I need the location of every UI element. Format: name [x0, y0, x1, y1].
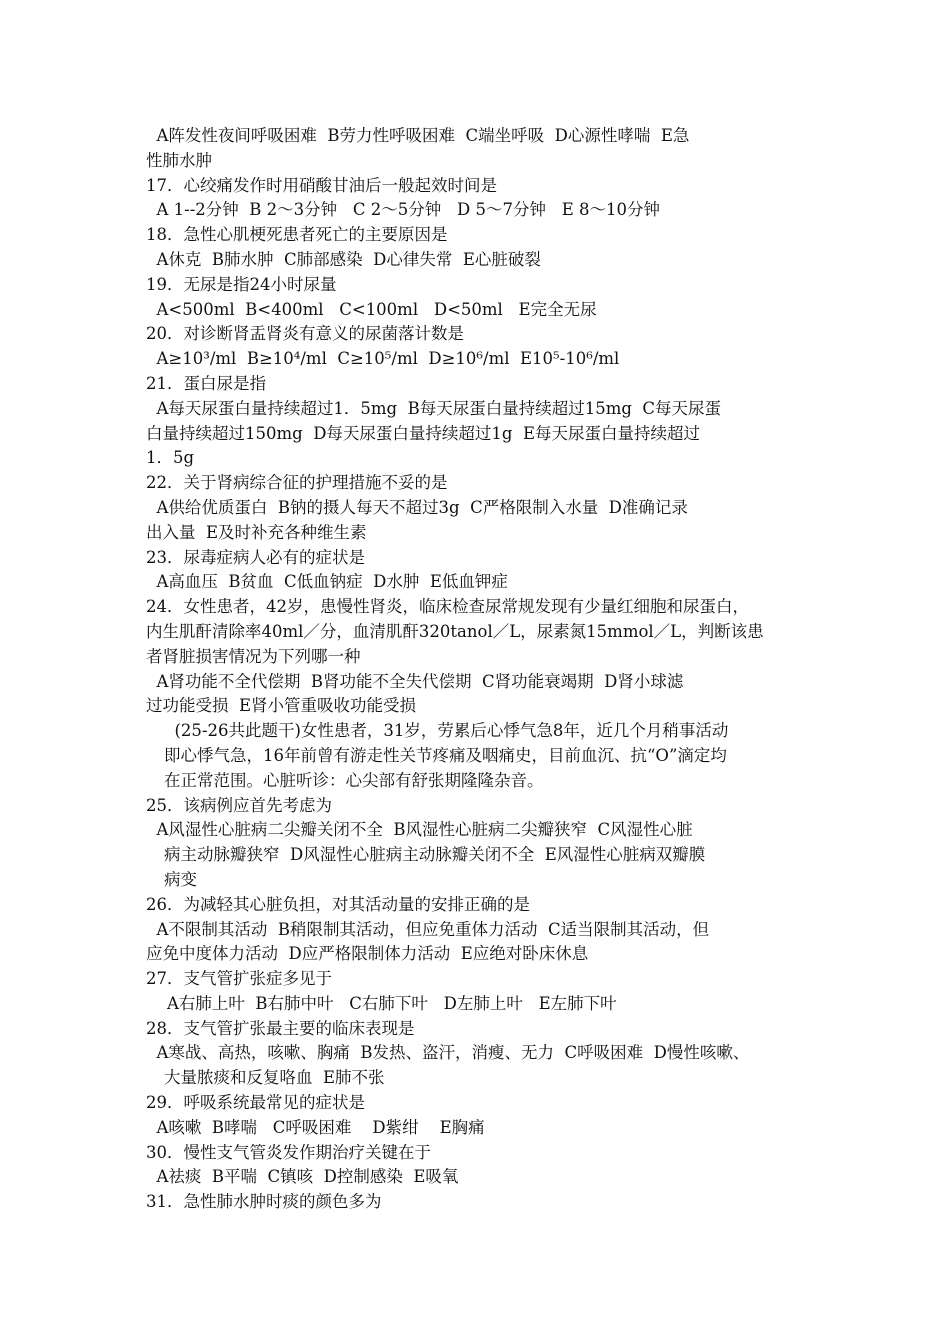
text-line: 19．无尿是指24小时尿量 — [146, 274, 337, 294]
text-line: 1．5g — [146, 448, 195, 468]
text-line: 白量持续超过150mg D每天尿蛋白量持续超过1g E每天尿蛋白量持续超过 — [146, 423, 701, 443]
text-line: 内生肌酐清除率40ml／分，血清肌酐320tanol／L，尿素氮15mmol／L，判断该患 — [146, 621, 764, 641]
text-line: 31．急性肺水肿时痰的颜色多为 — [146, 1192, 382, 1212]
text-line: A不限制其活动 B稍限制其活动，但应免重体力活动 C适当限制其活动，但 — [146, 919, 710, 939]
text-line: 者肾脏损害情况为下列哪一种 — [146, 646, 361, 666]
text-line: (25-26共此题干)女性患者，31岁，劳累后心悸气急8年，近几个月稍事活动 — [164, 721, 729, 741]
text-line: A咳嗽 B哮喘 C呼吸困难 D紫绀 E胸痛 — [146, 1117, 485, 1137]
text-line: 21．蛋白尿是指 — [146, 373, 266, 393]
text-line: 出入量 E及时补充各种维生素 — [146, 522, 367, 542]
text-line: A 1--2分钟 B 2～3分钟 C 2～5分钟 D 5～7分钟 E 8～10分钟 — [146, 200, 660, 220]
text-line: 应免中度体力活动 D应严格限制体力活动 E应绝对卧床休息 — [146, 944, 589, 964]
text-line: 在正常范围。心脏听诊：心尖部有舒张期隆隆杂音。 — [164, 770, 544, 790]
text-line: A风湿性心脏病二尖瓣关闭不全 B风湿性心脏病二尖瓣狭窄 C风湿性心脏 — [146, 820, 693, 840]
text-line: 20．对诊断肾盂肾炎有意义的尿菌落计数是 — [146, 324, 464, 344]
text-line: 26．为减轻其心脏负担，对其活动量的安排正确的是 — [146, 894, 530, 914]
text-line: 27．支气管扩张症多见于 — [146, 969, 332, 989]
text-line: 病主动脉瓣狭窄 D风湿性心脏病主动脉瓣关闭不全 E风湿性心脏病双瓣膜 — [164, 845, 706, 865]
text-line: 大量脓痰和反复咯血 E肺不张 — [164, 1068, 385, 1088]
text-line: 过功能受损 E肾小管重吸收功能受损 — [146, 696, 417, 716]
text-line: 25．该病例应首先考虑为 — [146, 795, 332, 815]
text-line: 28．支气管扩张最主要的临床表现是 — [146, 1018, 415, 1038]
text-line: A休克 B肺水肿 C肺部感染 D心律失常 E心脏破裂 — [146, 249, 541, 269]
text-line: 23．尿毒症病人必有的症状是 — [146, 547, 365, 567]
text-line: A祛痰 B平喘 C镇咳 D控制感染 E吸氧 — [146, 1167, 459, 1187]
text-line: 病变 — [164, 869, 197, 889]
text-line: 30．慢性支气管炎发作期治疗关键在于 — [146, 1142, 431, 1162]
text-line: A阵发性夜间呼吸困难 B劳力性呼吸困难 C端坐呼吸 D心源性哮喘 E急 — [146, 126, 690, 145]
text-line: A肾功能不全代偿期 B肾功能不全失代偿期 C肾功能衰竭期 D肾小球滤 — [146, 671, 684, 691]
text-line: A寒战、高热，咳嗽、胸痛 B发热、盗汗，消瘦、无力 C呼吸困难 D慢性咳嗽、 — [146, 1043, 750, 1063]
text-line: 性肺水肿 — [146, 150, 212, 170]
text-line: A≥10³/ml B≥10⁴/ml C≥10⁵/ml D≥10⁶/ml E10⁵-10⁶/ml — [146, 349, 620, 369]
text-line: A高血压 B贫血 C低血钠症 D水肿 E低血钾症 — [146, 572, 508, 592]
text-line: A每天尿蛋白量持续超过1．5mg B每天尿蛋白量持续超过15mg C每天尿蛋 — [146, 398, 722, 418]
text-line: 29．呼吸系统最常见的症状是 — [146, 1093, 365, 1113]
text-line: A<500ml B<400ml C<100ml D<50ml E完全无尿 — [146, 299, 597, 319]
text-line: 18．急性心肌梗死患者死亡的主要原因是 — [146, 225, 448, 245]
text-line: 24．女性患者，42岁，患慢性肾炎，临床检查尿常规发现有少量红细胞和尿蛋白， — [146, 597, 749, 617]
question-text-block — [146, 124, 818, 1215]
text-line: A右肺上叶 B右肺中叶 C右肺下叶 D左肺上叶 E左肺下叶 — [146, 993, 617, 1013]
text-line: 22．关于肾病综合征的护理措施不妥的是 — [146, 473, 448, 493]
text-line: A供给优质蛋白 B钠的摄人每天不超过3g C严格限制入水量 D准确记录 — [146, 497, 688, 517]
text-line: 17．心绞痛发作时用硝酸甘油后一般起效时间是 — [146, 175, 497, 195]
text-line: 即心悸气急，16年前曾有游走性关节疼痛及咽痛史，目前血沉、抗“O”滴定均 — [164, 745, 727, 765]
